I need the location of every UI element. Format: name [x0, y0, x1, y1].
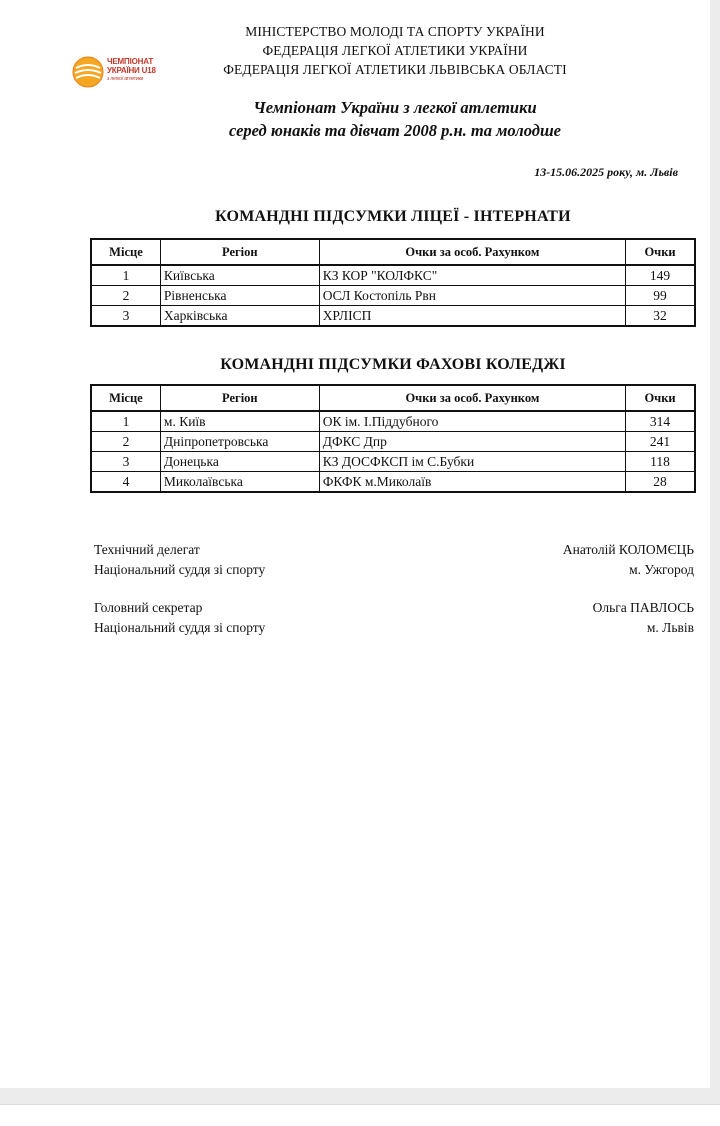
tech-delegate-role: Технічний делегат [94, 542, 200, 557]
column-header-place: Місце [91, 239, 160, 265]
tech-delegate-city: м. Ужгород [629, 562, 694, 577]
cell-team: ХРЛІСП [319, 306, 625, 327]
championship-logo [70, 54, 170, 90]
logo-text: ЧЕМПІОНАТ УКРАЇНИ U18 з легкої атлетики [107, 57, 156, 82]
cell-points: 118 [626, 452, 695, 472]
table-row [91, 432, 695, 452]
cell-region: Київська [160, 265, 319, 286]
cell-place: 2 [91, 286, 160, 306]
column-header-team: Очки за особ. Рахунком [319, 239, 625, 265]
cell-region: Миколаївська [160, 472, 319, 493]
organization-header [180, 22, 610, 79]
column-header-place: Місце [91, 385, 160, 411]
secretary-city: м. Львів [646, 620, 694, 635]
lyceums-results-table [90, 238, 696, 327]
secretary-role: Головний секретар [94, 600, 203, 615]
column-header-team: Очки за особ. Рахунком [319, 385, 625, 411]
cell-points: 149 [626, 265, 695, 286]
event-title: Чемпіонат України з легкої атлетики серед юнаків та дівчат 2008 р.н. та молодше [228, 98, 562, 140]
cell-place: 1 [91, 411, 160, 432]
cell-team: КЗ КОР "КОЛФКС" [319, 265, 625, 286]
table-row [91, 452, 695, 472]
cell-points: 32 [626, 306, 695, 327]
cell-points: 28 [626, 472, 695, 493]
column-header-points: Очки [626, 239, 695, 265]
cell-place: 1 [91, 265, 160, 286]
tech-delegate-name: Анатолій КОЛОМЄЦЬ [562, 542, 694, 557]
column-header-points: Очки [626, 385, 695, 411]
cell-place: 3 [91, 306, 160, 327]
cell-region: Рівненська [160, 286, 319, 306]
cell-place: 2 [91, 432, 160, 452]
column-header-region: Регіон [160, 385, 319, 411]
secretary-name: Ольга ПАВЛОСЬ [592, 600, 694, 615]
cell-team: ДФКС Дпр [319, 432, 625, 452]
header-line-1: МІНІСТЕРСТВО МОЛОДІ ТА СПОРТУ УКРАЇНИ [245, 24, 545, 39]
header-line-2: ФЕДЕРАЦІЯ ЛЕГКОЇ АТЛЕТИКИ УКРАЇНИ [262, 43, 528, 58]
sun-logo-icon [70, 54, 106, 90]
table-header-row [91, 385, 695, 411]
cell-team: ОСЛ Костопіль Рвн [319, 286, 625, 306]
cell-region: Дніпропетровська [160, 432, 319, 452]
cell-place: 4 [91, 472, 160, 493]
cell-points: 241 [626, 432, 695, 452]
table-row [91, 265, 695, 286]
tech-delegate-signature [94, 540, 694, 580]
cell-region: Харківська [160, 306, 319, 327]
cell-points: 99 [626, 286, 695, 306]
secretary-signature [94, 598, 694, 638]
table-row [91, 411, 695, 432]
column-header-region: Регіон [160, 239, 319, 265]
header-line-3: ФЕДЕРАЦІЯ ЛЕГКОЇ АТЛЕТИКИ ЛЬВІВСЬКА ОБЛАСТІ [223, 62, 567, 77]
colleges-results-table [90, 384, 696, 493]
cell-team: КЗ ДОСФКСП ім С.Бубки [319, 452, 625, 472]
section-title-colleges: КОМАНДНІ ПІДСУМКИ ФАХОВІ КОЛЕДЖІ [220, 356, 566, 373]
event-date: 13-15.06.2025 року, м. Львів [534, 165, 678, 179]
cell-place: 3 [91, 452, 160, 472]
cell-region: Донецька [160, 452, 319, 472]
secretary-title: Національний суддя зі спорту [94, 620, 266, 635]
table-row [91, 286, 695, 306]
cell-team: ОК ім. І.Піддубного [319, 411, 625, 432]
tech-delegate-title: Національний суддя зі спорту [94, 562, 266, 577]
cell-points: 314 [626, 411, 695, 432]
next-page-edge [0, 1104, 720, 1126]
section-title-lyceums: КОМАНДНІ ПІДСУМКИ ЛІЦЕЇ - ІНТЕРНАТИ [215, 208, 571, 225]
table-row [91, 306, 695, 327]
cell-team: ФКФК м.Миколаїв [319, 472, 625, 493]
table-row [91, 472, 695, 493]
table-header-row [91, 239, 695, 265]
cell-region: м. Київ [160, 411, 319, 432]
